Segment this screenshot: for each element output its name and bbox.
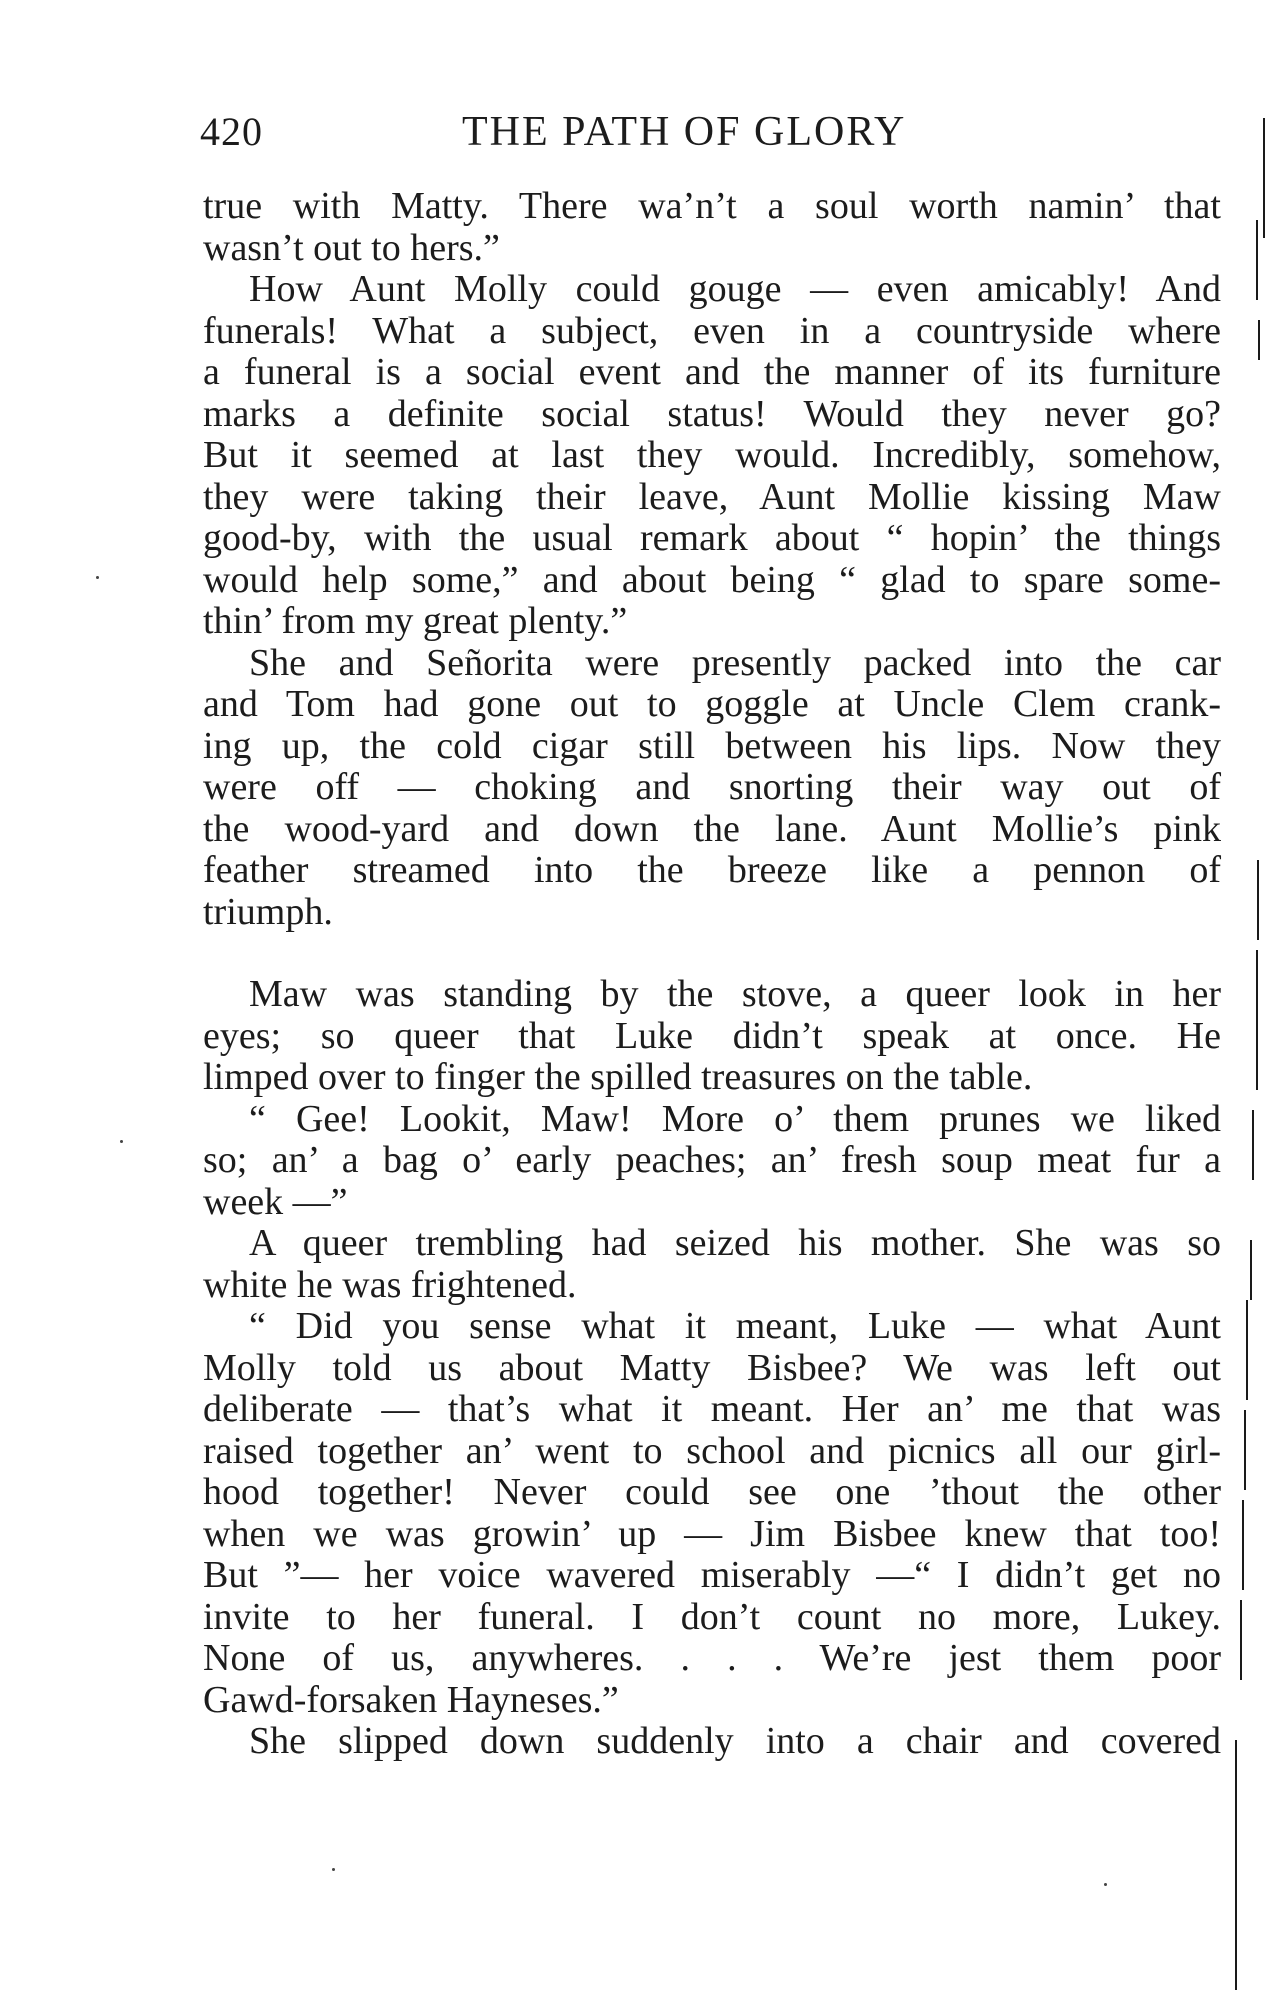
text-line: “ Did you sense what it meant, Luke — what Aunt — [249, 1305, 1221, 1347]
text-line: ing up, the cold cigar still between his lips. Now they — [203, 724, 1221, 767]
text-line: wasn’t out to hers.” — [203, 226, 500, 269]
text-line: thin’ from my great plenty.” — [203, 600, 628, 642]
text-line: eyes; so queer that Luke didn’t speak at once. He — [203, 1014, 1221, 1057]
scan-speck — [1104, 1883, 1107, 1886]
text-line: Maw was standing by the stove, a queer look in her — [249, 973, 1221, 1015]
scan-speck — [96, 576, 99, 579]
body-text — [203, 186, 1221, 1763]
running-head: THE PATH OF GLORY — [462, 109, 907, 155]
margin-scan-line — [1257, 860, 1259, 940]
margin-scan-line — [1235, 1740, 1237, 1990]
page-header — [200, 108, 1240, 158]
text-line: Gawd-forsaken Hayneses.” — [203, 1678, 619, 1721]
text-line: would help some,” and about being “ glad to spare some- — [203, 558, 1221, 601]
text-line: hood together! Never could see one ’thout the other — [203, 1471, 1221, 1513]
text-line: feather streamed into the breeze like a pennon of — [203, 849, 1221, 891]
text-line: None of us, anywheres. . . . We’re jest them poor — [203, 1637, 1221, 1679]
margin-scan-line — [1263, 118, 1265, 238]
text-line: when we was growin’ up — Jim Bisbee knew that too! — [203, 1512, 1221, 1555]
scan-speck — [332, 1868, 335, 1871]
margin-scan-line — [1256, 950, 1258, 1090]
margin-scan-line — [1252, 1110, 1254, 1180]
section-break — [203, 933, 1221, 974]
text-line: so; an’ a bag o’ early peaches; an’ fresh soup meat fur a — [203, 1139, 1221, 1181]
text-line: good-by, with the usual remark about “ hopin’ the things — [203, 517, 1221, 559]
margin-scan-line — [1246, 1300, 1248, 1400]
text-line: they were taking their leave, Aunt Mollie kissing Maw — [203, 475, 1221, 518]
scan-speck — [120, 1140, 123, 1143]
text-line: invite to her funeral. I don’t count no more, Lukey. — [203, 1595, 1221, 1638]
text-line: deliberate — that’s what it meant. Her an’ me that was — [203, 1388, 1221, 1430]
text-line: She and Señorita were presently packed into the car — [249, 641, 1221, 684]
text-line: limped over to finger the spilled treasures on the table. — [203, 1056, 1033, 1098]
text-line: triumph. — [203, 890, 333, 933]
text-line: “ Gee! Lookit, Maw! More o’ them prunes we liked — [249, 1097, 1221, 1140]
margin-scan-line — [1256, 220, 1258, 300]
text-line: A queer trembling had seized his mother. She was so — [249, 1222, 1221, 1264]
margin-scan-line — [1244, 1410, 1246, 1490]
text-line: marks a definite social status! Would they never go? — [203, 392, 1221, 435]
text-line: and Tom had gone out to goggle at Uncle Clem crank- — [203, 683, 1221, 725]
text-line: were off — choking and snorting their way out of — [203, 766, 1221, 808]
page-number: 420 — [200, 109, 263, 154]
text-line: the wood-yard and down the lane. Aunt Mollie’s pink — [203, 807, 1221, 850]
text-line: funerals! What a subject, even in a countryside where — [203, 309, 1221, 352]
text-line: How Aunt Molly could gouge — even amicably! And — [249, 268, 1221, 310]
text-line: But ”— her voice wavered miserably —“ I didn’t get no — [203, 1554, 1221, 1596]
margin-scan-line — [1258, 320, 1260, 360]
text-line: week —” — [203, 1180, 348, 1223]
margin-scan-line — [1250, 1240, 1252, 1300]
text-line: a funeral is a social event and the manner of its furniture — [203, 351, 1221, 393]
text-line: She slipped down suddenly into a chair and covered — [249, 1720, 1221, 1762]
text-line: raised together an’ went to school and picnics all our girl- — [203, 1429, 1221, 1472]
text-line: Molly told us about Matty Bisbee? We was left out — [203, 1346, 1221, 1389]
margin-scan-line — [1242, 1500, 1244, 1590]
margin-scan-line — [1240, 1600, 1242, 1680]
text-line: white he was frightened. — [203, 1263, 577, 1306]
text-line: true with Matty. There wa’n’t a soul worth namin’ that — [203, 185, 1221, 227]
text-line: But it seemed at last they would. Incredibly, somehow, — [203, 434, 1221, 476]
